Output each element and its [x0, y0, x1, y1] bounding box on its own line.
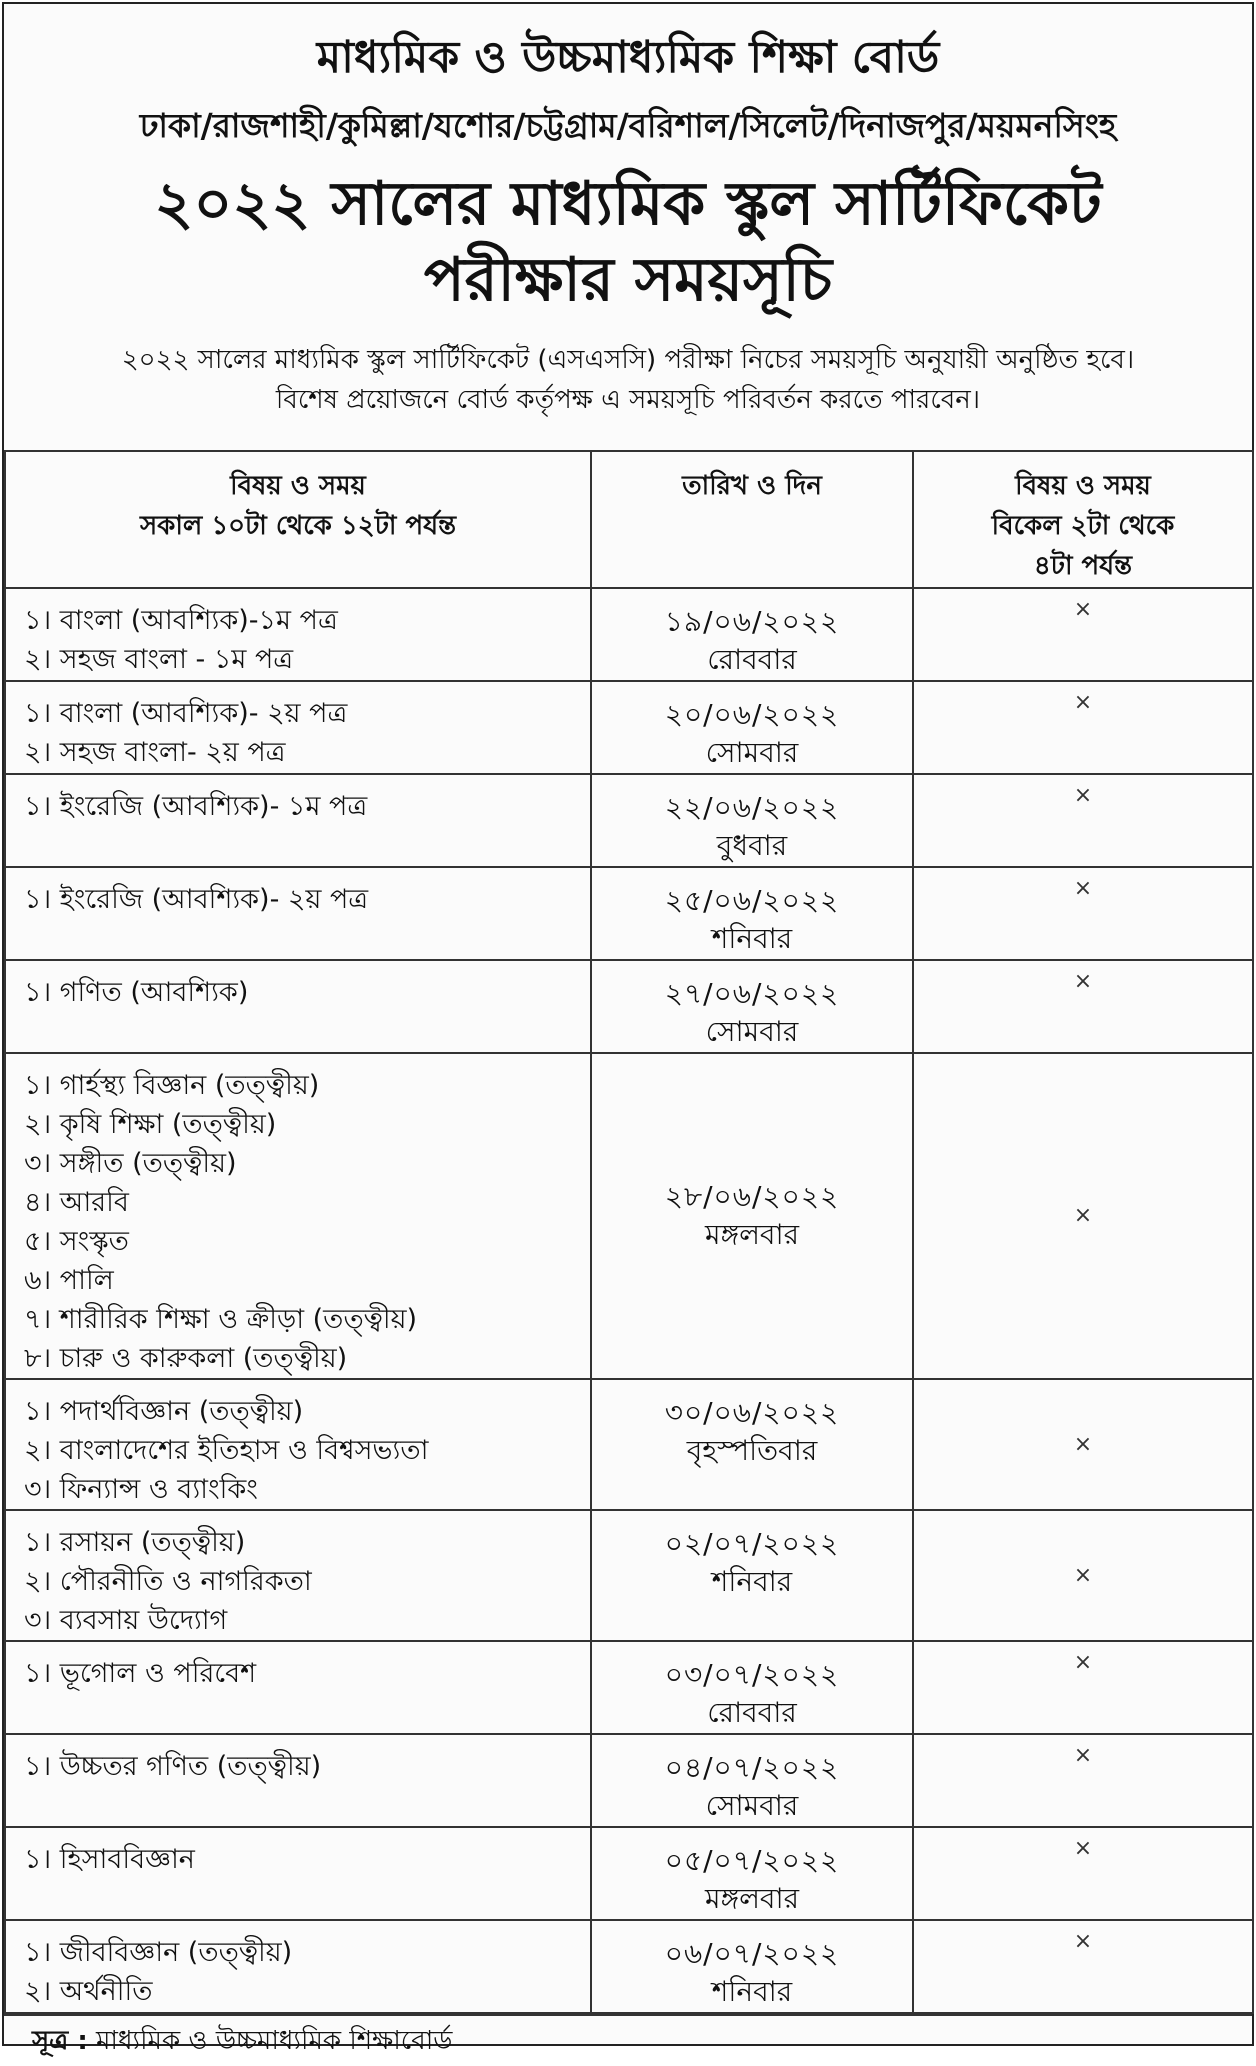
table-row: [5, 774, 1253, 867]
exam-day: শনিবার: [711, 1975, 793, 2008]
subject-item: ২। পৌরনীতি ও নাগরিকতা: [24, 1566, 312, 1597]
afternoon-cell: [913, 1379, 1253, 1510]
exam-date: ০৬/০৭/২০২২: [664, 1937, 840, 1970]
date-column-header: তারিখ ও দিন: [591, 451, 913, 588]
no-exam-cross-icon: ×: [1073, 1431, 1093, 1457]
board-name: মাধ্যমিক ও উচ্চমাধ্যমিক শিক্ষা বোর্ড: [316, 32, 940, 83]
table-row: [5, 588, 1253, 681]
exam-day: রোববার: [707, 643, 797, 676]
source-text: মাধ্যমিক ও উচ্চমাধ্যমিক শিক্ষাবোর্ড: [96, 2026, 453, 2056]
exam-date: ০৫/০৭/২০২২: [664, 1844, 840, 1877]
afternoon-cell: [913, 1641, 1253, 1734]
date-cell: [591, 1920, 913, 2013]
subject-item: ২। সহজ বাংলা - ১ম পত্র: [24, 644, 294, 675]
table-row: [5, 1053, 1253, 1379]
morning-subjects-cell: [5, 588, 591, 681]
afternoon-cell: [913, 681, 1253, 774]
exam-date: ২০/০৬/২০২২: [664, 698, 840, 731]
exam-day: মঙ্গলবার: [704, 1882, 800, 1915]
subject-item: ১। বাংলা (আবশ্যিক)- ২য় পত্র: [24, 698, 348, 729]
exam-schedule-notice: [2, 2, 1254, 2056]
date-cell: [591, 1053, 913, 1379]
no-exam-cross-icon: ×: [1073, 1650, 1093, 1675]
date-cell: [591, 1827, 913, 1920]
morning-subjects-cell: [5, 960, 591, 1053]
afternoon-cell: [913, 1827, 1253, 1920]
table-row: [5, 960, 1253, 1053]
subject-item: ১। গার্হস্থ্য বিজ্ঞান (তত্ত্বীয়): [24, 1070, 320, 1101]
morning-subjects-cell: [5, 1641, 591, 1734]
table-header-row: [5, 451, 1253, 588]
table-row: [5, 867, 1253, 960]
morning-subjects-cell: [5, 1827, 591, 1920]
morning-subjects-cell: [5, 867, 591, 960]
exam-day: শনিবার: [711, 922, 793, 955]
subject-item: ৩। সঙ্গীত (তত্ত্বীয়): [24, 1148, 237, 1179]
exam-day: বৃহস্পতিবার: [686, 1434, 818, 1467]
schedule-table: [4, 450, 1254, 2014]
title-line-1: ২০২২ সালের মাধ্যমিক স্কুল সার্টিফিকেট: [154, 169, 1102, 239]
exam-date: ০৪/০৭/২০২২: [664, 1751, 840, 1784]
subject-item: ২। সহজ বাংলা- ২য় পত্র: [24, 737, 286, 768]
date-cell: [591, 867, 913, 960]
source-credit: [4, 2014, 1252, 2064]
no-exam-cross-icon: ×: [1073, 1743, 1093, 1768]
notice-line-1: ২০২২ সালের মাধ্যমিক স্কুল সার্টিফিকেট (এসএসসি) পরীক্ষা নিচের সময়সূচি অনুযায়ী অনুষ্ঠিত হবে।: [121, 345, 1135, 375]
table-row: [5, 1510, 1253, 1641]
notice-header: [4, 4, 1252, 450]
exam-day: সোমবার: [705, 736, 799, 769]
subject-item: ১। জীববিজ্ঞান (তত্ত্বীয়): [24, 1937, 293, 1968]
subject-item: ১। হিসাববিজ্ঞান: [24, 1844, 195, 1875]
subject-item: ৩। ফিন্যান্স ও ব্যাংকিং: [24, 1474, 258, 1505]
no-exam-cross-icon: ×: [1073, 690, 1093, 715]
title-line-2: পরীক্ষার সময়সূচি: [423, 245, 833, 315]
date-cell: [591, 1641, 913, 1734]
no-exam-cross-icon: ×: [1073, 783, 1093, 808]
no-exam-cross-icon: ×: [1073, 597, 1093, 622]
afternoon-cell: [913, 1510, 1253, 1641]
afternoon-cell: [913, 1053, 1253, 1379]
afternoon-cell: [913, 867, 1253, 960]
exam-date: ২৫/০৬/২০২২: [664, 884, 840, 917]
exam-day: শনিবার: [711, 1565, 793, 1598]
subject-item: ১। ভূগোল ও পরিবেশ: [24, 1658, 257, 1689]
morning-subjects-cell: [5, 774, 591, 867]
subject-item: ১। উচ্চতর গণিত (তত্ত্বীয়): [24, 1751, 322, 1782]
subject-item: ২। কৃষি শিক্ষা (তত্ত্বীয়): [24, 1109, 277, 1140]
subject-item: ১। ইংরেজি (আবশ্যিক)- ১ম পত্র: [24, 791, 368, 822]
exam-date: ২৮/০৬/২০২২: [664, 1179, 840, 1213]
subject-item: ৩। ব্যবসায় উদ্যোগ: [24, 1605, 228, 1636]
morning-subjects-cell: [5, 1734, 591, 1827]
exam-date: ৩০/০৬/২০২২: [664, 1396, 840, 1429]
afternoon-cell: [913, 588, 1253, 681]
afternoon-cell: [913, 1734, 1253, 1827]
exam-date: ১৯/০৬/২০২২: [664, 605, 840, 638]
afternoon-cell: [913, 774, 1253, 867]
date-cell: [591, 1379, 913, 1510]
no-exam-cross-icon: ×: [1073, 1203, 1093, 1228]
subject-item: ১। ইংরেজি (আবশ্যিক)- ২য় পত্র: [24, 884, 369, 915]
afternoon-cell: [913, 1920, 1253, 2013]
morning-subjects-cell: [5, 1379, 591, 1510]
date-cell: [591, 774, 913, 867]
morning-subjects-cell: [5, 1053, 591, 1379]
table-row: [5, 1641, 1253, 1734]
no-exam-cross-icon: ×: [1073, 1836, 1093, 1861]
date-cell: [591, 1510, 913, 1641]
exam-day: রোববার: [707, 1696, 797, 1729]
table-row: [5, 681, 1253, 774]
exam-date: ০২/০৭/২০২২: [664, 1527, 840, 1560]
afternoon-column-header: বিষয় ও সময় বিকেল ২টা থেকে ৪টা পর্যন্ত: [913, 451, 1253, 588]
exam-date: ০৩/০৭/২০২২: [664, 1658, 840, 1691]
subject-item: ২। অর্থনীতি: [24, 1976, 153, 2007]
table-row: [5, 1379, 1253, 1510]
date-cell: [591, 588, 913, 681]
date-cell: [591, 681, 913, 774]
morning-subjects-cell: [5, 681, 591, 774]
no-exam-cross-icon: ×: [1073, 1929, 1093, 1954]
exam-date: ২২/০৬/২০২২: [664, 791, 840, 824]
subject-item: ১। পদার্থবিজ্ঞান (তত্ত্বীয়): [24, 1396, 304, 1427]
source-label: সূত্র :: [32, 2026, 88, 2056]
no-exam-cross-icon: ×: [1073, 969, 1093, 994]
table-row: [5, 1920, 1253, 2013]
subject-item: ৭। শারীরিক শিক্ষা ও ক্রীড়া (তত্ত্বীয়): [24, 1304, 418, 1335]
exam-day: সোমবার: [705, 1789, 799, 1822]
subject-item: ৬। পালি: [24, 1265, 114, 1296]
subject-item: ৪। আরবি: [24, 1187, 129, 1218]
date-cell: [591, 960, 913, 1053]
schedule-body: [5, 588, 1253, 2013]
afternoon-cell: [913, 960, 1253, 1053]
subject-item: ৮। চারু ও কারুকলা (তত্ত্বীয়): [24, 1343, 348, 1374]
subject-item: ২। বাংলাদেশের ইতিহাস ও বিশ্বসভ্যতা: [24, 1435, 429, 1466]
subject-item: ১। গণিত (আবশ্যিক): [24, 977, 249, 1008]
subject-item: ১। রসায়ন (তত্ত্বীয়): [24, 1527, 246, 1558]
morning-column-header: বিষয় ও সময় সকাল ১০টা থেকে ১২টা পর্যন্ত: [5, 451, 591, 588]
morning-subjects-cell: [5, 1920, 591, 2013]
date-cell: [591, 1734, 913, 1827]
exam-day: মঙ্গলবার: [704, 1217, 800, 1251]
subject-item: ৫। সংস্কৃত: [24, 1226, 129, 1257]
notice-text: [4, 340, 1252, 420]
schedule-title: [4, 166, 1252, 318]
subject-item: ১। বাংলা (আবশ্যিক)-১ম পত্র: [24, 605, 338, 636]
exam-day: সোমবার: [705, 1015, 799, 1048]
no-exam-cross-icon: ×: [1073, 1562, 1093, 1588]
exam-day: বুধবার: [716, 829, 788, 862]
morning-subjects-cell: [5, 1510, 591, 1641]
notice-line-2: বিশেষ প্রয়োজনে বোর্ড কর্তৃপক্ষ এ সময়সূচি পরিবর্তন করতে পারবেন।: [275, 385, 981, 415]
board-cities: ঢাকা/রাজশাহী/কুমিল্লা/যশোর/চট্টগ্রাম/বরিশাল/সিলেট/দিনাজপুর/ময়মনসিংহ: [139, 106, 1117, 145]
table-row: [5, 1734, 1253, 1827]
exam-date: ২৭/০৬/২০২২: [664, 977, 840, 1010]
table-row: [5, 1827, 1253, 1920]
no-exam-cross-icon: ×: [1073, 876, 1093, 901]
